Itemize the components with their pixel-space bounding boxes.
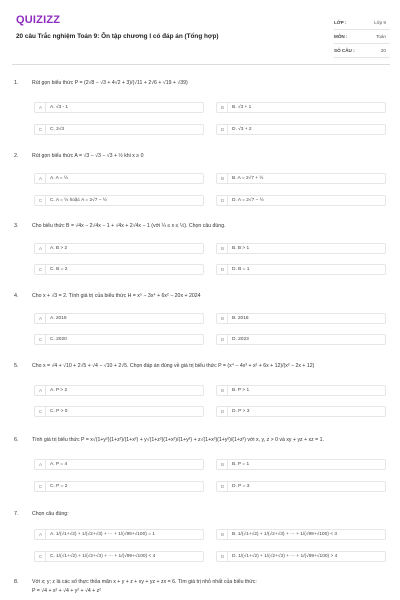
option-text: A. √3 - 1: [50, 105, 69, 110]
question-number: 3.: [14, 223, 19, 229]
meta-row-count: [334, 44, 390, 58]
option-a[interactable]: [34, 529, 204, 540]
option-c[interactable]: [34, 551, 204, 562]
option-letter: A: [36, 244, 46, 253]
header-divider: [12, 64, 390, 65]
option-letter: B: [218, 530, 228, 539]
option-c[interactable]: [34, 481, 204, 492]
option-text: C. 1/(√1+√2) + 1/(√2+√3) + ⋯ + 1/(√99+√100) < 4: [50, 554, 156, 559]
option-b[interactable]: [216, 243, 386, 254]
option-text: B. 2018: [232, 316, 249, 321]
option-letter: A: [36, 530, 46, 539]
option-text: D. P > 3: [232, 409, 250, 414]
option-letter: D: [218, 482, 228, 491]
option-text: D. 2023: [232, 337, 249, 342]
page-title: 20 câu Trắc nghiệm Toán 9: Ôn tập chương I có đáp án (Tổng hợp): [16, 33, 219, 40]
option-b[interactable]: [216, 385, 386, 396]
option-b[interactable]: [216, 102, 386, 113]
quizizz-logo: QUIZIZZ: [16, 14, 61, 26]
meta-value: Lớp 9: [374, 20, 386, 25]
meta-key: LỚP :: [334, 20, 347, 25]
option-letter: C: [36, 552, 46, 561]
option-text: C. P = 2: [50, 484, 68, 489]
option-b[interactable]: [216, 173, 386, 184]
question-text: Cho x + √3 = 2. Tính giá trị của biểu thức H = x⁵ − 3x⁴ + 6x² − 20x + 2024: [32, 293, 201, 299]
question-text: Rút gọn biểu thức A = √3 − √3 − √3 + ½ khi x ≥ 0: [32, 153, 144, 159]
meta-key: MÔN :: [334, 34, 348, 39]
meta-value: 20: [380, 48, 386, 53]
option-d[interactable]: [216, 334, 386, 345]
meta-key: SỐ CÂU :: [334, 48, 355, 53]
meta-row-subject: [334, 30, 390, 44]
option-text: A. A = ½: [50, 176, 69, 181]
option-b[interactable]: [216, 313, 386, 324]
option-text: D. P = 3: [232, 484, 250, 489]
option-text: B. √3 + 1: [232, 105, 252, 110]
option-d[interactable]: [216, 551, 386, 562]
option-c[interactable]: [34, 124, 204, 135]
option-letter: B: [218, 103, 228, 112]
question-text: Tính giá trị biểu thức P = x√(1+y²)(1+z²)/(1+x²) + y√(1+z²)(1+x²)/(1+y²) + z√(1+x²)(1+y²)/(1+z²) với x, y, z > 0 và xy + yz + xz = 1.: [32, 437, 324, 443]
meta-row-class: [334, 16, 390, 30]
option-text: A. B > 2: [50, 246, 68, 251]
option-letter: D: [218, 335, 228, 344]
option-text: D. A = 2√7 − ½: [232, 198, 264, 203]
option-c[interactable]: [34, 334, 204, 345]
question-number: 7.: [14, 511, 19, 517]
option-text: A. 2019: [50, 316, 67, 321]
option-letter: C: [36, 407, 46, 416]
option-text: B. 1/(√1+√2) + 1/(√2+√3) + ⋯ + 1/(√99+√100) < 3: [232, 532, 337, 537]
option-letter: B: [218, 244, 228, 253]
option-d[interactable]: [216, 481, 386, 492]
question-subtext: P = √4 + x² + √4 + y² + √4 + z²: [32, 588, 101, 594]
option-a[interactable]: [34, 102, 204, 113]
question-number: 1.: [14, 80, 19, 86]
option-text: C. 2020: [50, 337, 67, 342]
option-letter: B: [218, 460, 228, 469]
question-text: Với x; y; z là các số thực thỏa mãn x + y + z + xy + yz + zx = 6. Tìm giá trị nhỏ nhất của biểu thức:: [32, 579, 257, 585]
option-d[interactable]: [216, 195, 386, 206]
option-b[interactable]: [216, 459, 386, 470]
option-text: A. P = 4: [50, 462, 68, 467]
meta-box: [334, 16, 390, 58]
question-number: 4.: [14, 293, 19, 299]
option-letter: D: [218, 407, 228, 416]
option-a[interactable]: [34, 459, 204, 470]
option-text: C. B = 2: [50, 267, 68, 272]
option-letter: C: [36, 196, 46, 205]
question-text: Rút gọn biểu thức P = (2√8 − √3 + 4√2 + 3)/(√11 + 2√6 + √19 + √39): [32, 80, 188, 86]
option-letter: A: [36, 314, 46, 323]
option-letter: A: [36, 174, 46, 183]
option-text: D. B = 1: [232, 267, 250, 272]
question-number: 2.: [14, 153, 19, 159]
question-number: 8.: [14, 579, 19, 585]
option-text: B. P = 1: [232, 462, 250, 467]
option-letter: D: [218, 196, 228, 205]
question-text: Cho biểu thức B = √4x − 2√4x − 1 + √4x + 2√4x − 1 (với ¼ ≤ x ≤ ½). Chọn câu đúng.: [32, 223, 226, 229]
option-letter: C: [36, 335, 46, 344]
option-letter: C: [36, 265, 46, 274]
option-letter: B: [218, 174, 228, 183]
option-text: C. P > 0: [50, 409, 68, 414]
option-text: A. P > 2: [50, 388, 68, 393]
option-c[interactable]: [34, 195, 204, 206]
option-a[interactable]: [34, 313, 204, 324]
option-text: B. A = 2√7 + ½: [232, 176, 264, 181]
option-d[interactable]: [216, 124, 386, 135]
option-letter: B: [218, 386, 228, 395]
option-d[interactable]: [216, 264, 386, 275]
option-letter: C: [36, 482, 46, 491]
option-b[interactable]: [216, 529, 386, 540]
question-number: 6.: [14, 437, 19, 443]
option-text: B. B > 1: [232, 246, 250, 251]
question-number: 5.: [14, 363, 19, 369]
option-text: D. √3 + 2: [232, 127, 252, 132]
meta-value: Toán: [376, 34, 386, 39]
option-a[interactable]: [34, 243, 204, 254]
option-letter: A: [36, 460, 46, 469]
option-letter: A: [36, 386, 46, 395]
option-c[interactable]: [34, 406, 204, 417]
option-a[interactable]: [34, 173, 204, 184]
option-text: C. A = ½ hoặc A = 2√7 − ½: [50, 198, 107, 203]
option-letter: B: [218, 314, 228, 323]
option-c[interactable]: [34, 264, 204, 275]
option-letter: D: [218, 125, 228, 134]
option-d[interactable]: [216, 406, 386, 417]
option-text: A. 1/(√1+√2) + 1/(√2+√3) + ⋯ + 1/(√99+√100) = 1: [50, 532, 155, 537]
option-a[interactable]: [34, 385, 204, 396]
option-letter: D: [218, 552, 228, 561]
question-text: Chọn câu đúng:: [32, 511, 69, 517]
option-letter: C: [36, 125, 46, 134]
question-text: Cho x = √4 + √10 + 2√5 + √4 − √10 + 2√5. Chọn đáp án đúng về giá trị biểu thức P = (x⁴ − 4x³ + x² + 6x + 12)/(x² − 2x + 12): [32, 363, 315, 369]
option-text: B. P > 1: [232, 388, 250, 393]
option-text: C. 2√3: [50, 127, 65, 132]
option-letter: D: [218, 265, 228, 274]
option-letter: A: [36, 103, 46, 112]
option-text: D. 1/(√1+√2) + 1/(√2+√3) + ⋯ + 1/(√99+√100) > 4: [232, 554, 338, 559]
